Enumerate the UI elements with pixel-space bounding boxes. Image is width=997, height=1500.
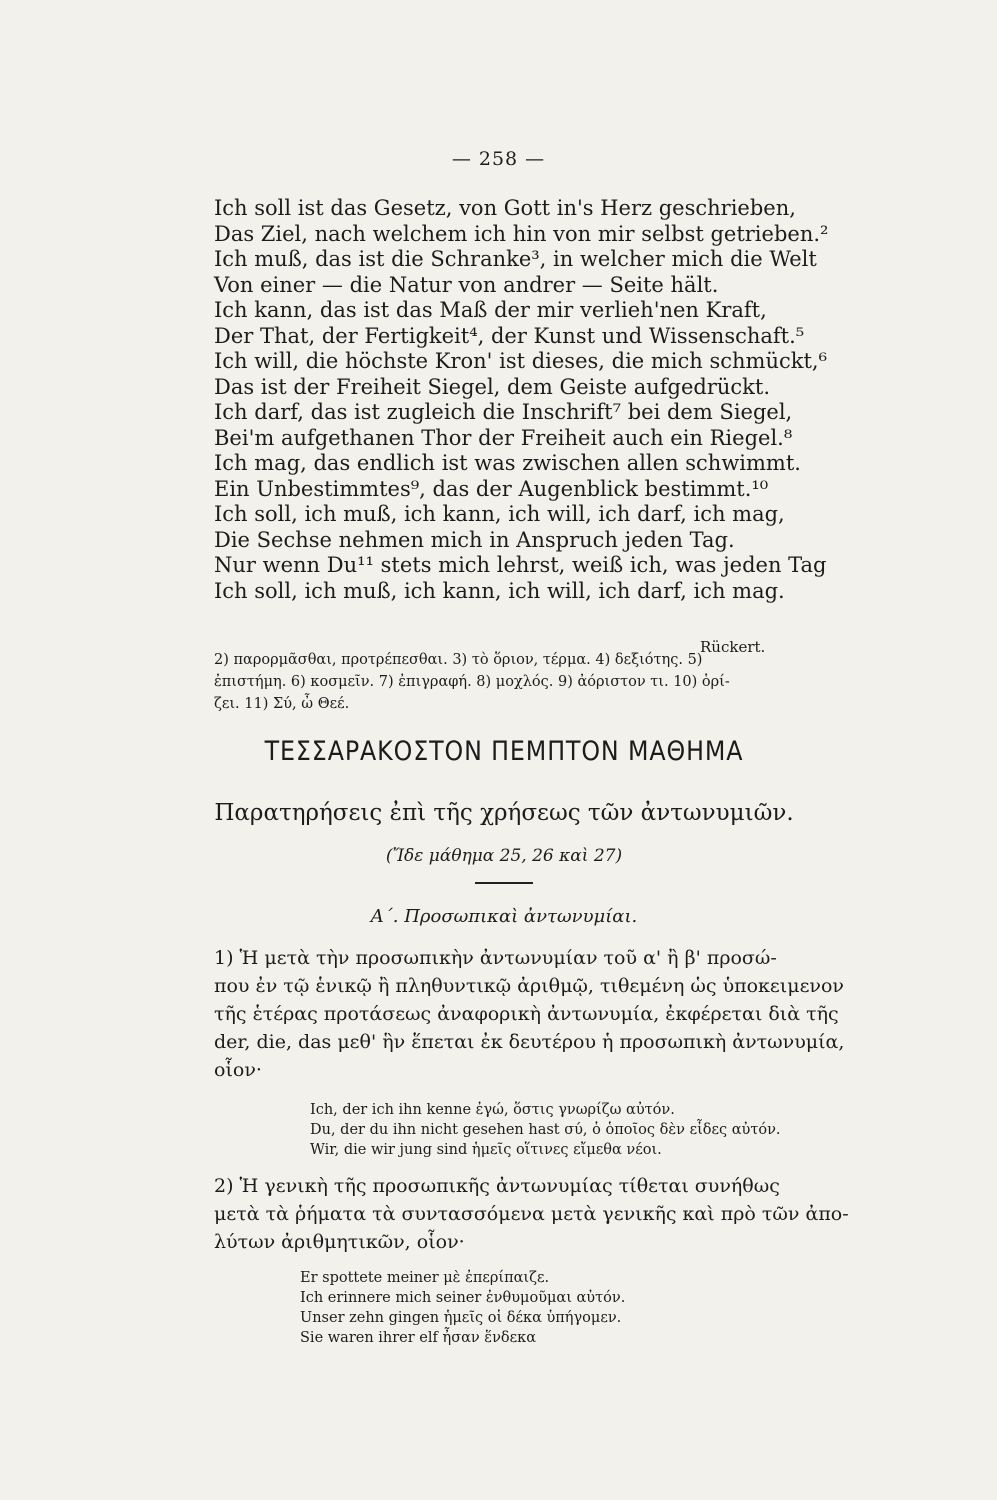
poem-line: Nur wenn Du¹¹ stets mich lehrst, weiß ich, was jeden Tag xyxy=(214,553,827,577)
example-line: Ich, der ich ihn kenne ἐγώ, ὅστις γνωρίζω αὐτόν. xyxy=(310,1102,675,1118)
poem-line: Der That, der Fertigkeit⁴, der Kunst und Wissenschaft.⁵ xyxy=(214,323,805,348)
lesson-reference: (Ἴδε μάθημα 25, 26 καὶ 27) xyxy=(385,846,623,866)
poem xyxy=(214,196,829,604)
poem-line: Von einer — die Natur von andrer — Seite hält. xyxy=(214,272,719,297)
poem-line: Ein Unbestimmtes⁹, das der Augenblick bestimmt.¹⁰ xyxy=(214,476,769,501)
example-line: Sie waren ihrer elf ἦσαν ἕνδεκα xyxy=(300,1330,536,1346)
poem-line: Ich mag, das endlich ist was zwischen allen schwimmt. xyxy=(214,451,801,475)
footnote-line: 2) παρορμᾶσθαι, προτρέπεσθαι. 3) τὸ ὅριον, τέρμα. 4) δεξιότης. 5) xyxy=(214,652,703,668)
poem-line: Ich soll ist das Gesetz, von Gott in's Herz geschrieben, xyxy=(214,196,796,220)
paragraph-line: τῆς ἑτέρας προτάσεως ἀναφορικὴ ἀντωνυμία, ἐκφέρεται διὰ τῆς xyxy=(214,1003,839,1025)
poem-line: Bei'm aufgethanen Thor der Freiheit auch ein Riegel.⁸ xyxy=(214,425,793,450)
paragraph-line: der, die, das μεθ' ἣν ἕπεται ἐκ δευτέρου ἡ προσωπικὴ ἀντωνυμία, xyxy=(214,1031,845,1053)
paragraph-line: που ἐν τῷ ἑνικῷ ἢ πληθυντικῷ ἀριθμῷ, τιθεμένη ὡς ὑποκειμενον xyxy=(214,975,844,997)
poem-line: Das Ziel, nach welchem ich hin von mir selbst getrieben.² xyxy=(214,221,829,246)
example-line: Du, der du ihn nicht gesehen hast σύ, ὁ ὁποῖος δὲν εἶδες αὐτόν. xyxy=(310,1122,781,1138)
section-heading: Α΄. Προσωπικαὶ ἀντωνυμίαι. xyxy=(370,906,638,927)
example-line: Ich erinnere mich seiner ἐνθυμοῦμαι αὐτόν. xyxy=(300,1290,626,1306)
poem-line: Ich darf, das ist zugleich die Inschrift⁷ bei dem Siegel, xyxy=(214,400,793,424)
lesson-subtitle: Παρατηρήσεις ἐπὶ τῆς χρήσεως τῶν ἀντωνυμιῶν. xyxy=(214,800,794,826)
poem-line: Ich muß, das ist die Schranke³, in welcher mich die Welt xyxy=(214,247,817,271)
poem-line: Ich will, die höchste Kron' ist dieses, die mich schmückt,⁶ xyxy=(214,349,828,373)
footnote-line: ἐπιστήμη. 6) κοσμεῖν. 7) ἐπιγραφή. 8) μοχλός. 9) ἀόριστον τι. 10) ὁρί- xyxy=(214,674,730,690)
poem-line: Die Sechse nehmen mich in Anspruch jeden Tag. xyxy=(214,527,735,552)
paragraph-line: 1) Ἡ μετὰ τὴν προσωπικὴν ἀντωνυμίαν τοῦ α' ἢ β' προσώ- xyxy=(214,947,777,969)
rule-1-paragraph xyxy=(214,944,845,1084)
poem-line: Ich soll, ich muß, ich kann, ich will, ich darf, ich mag, xyxy=(214,502,785,526)
poem-author: Rückert. xyxy=(700,638,766,656)
paragraph-line: μετὰ τὰ ῥήματα τὰ συντασσόμενα μετὰ γενικῆς καὶ πρὸ τῶν ἀπο- xyxy=(214,1203,849,1225)
poem-line: Das ist der Freiheit Siegel, dem Geiste aufgedrückt. xyxy=(214,374,770,399)
footnote-line: ζει. 11) Σύ, ὦ Θεέ. xyxy=(214,696,350,712)
page-number: — 258 — xyxy=(451,148,546,170)
example-line: Wir, die wir jung sind ἡμεῖς οἵτινες εἴμεθα νέοι. xyxy=(310,1142,662,1158)
paragraph-line: λύτων ἀριθμητικῶν, οἷον· xyxy=(214,1231,465,1253)
poem-line: Ich soll, ich muß, ich kann, ich will, ich darf, ich mag. xyxy=(214,578,785,603)
lesson-title: ΤΕΣΣΑΡΑΚΟΣΤΟΝ ΠΕΜΠΤΟΝ ΜΑΘΗΜΑ xyxy=(264,736,744,767)
divider xyxy=(475,882,533,884)
paragraph-line: οἷον· xyxy=(214,1059,262,1081)
rule-2-paragraph xyxy=(214,1172,849,1256)
poem-line: Ich kann, das ist das Maß der mir verlieh'nen Kraft, xyxy=(214,298,767,322)
paragraph-line: 2) Ἡ γενικὴ τῆς προσωπικῆς ἀντωνυμίας τίθεται συνήθως xyxy=(214,1175,780,1197)
example-line: Er spottete meiner μὲ ἐπερίπαιζε. xyxy=(300,1270,550,1286)
example-line: Unser zehn gingen ἡμεῖς οἱ δέκα ὑπήγομεν. xyxy=(300,1310,622,1326)
